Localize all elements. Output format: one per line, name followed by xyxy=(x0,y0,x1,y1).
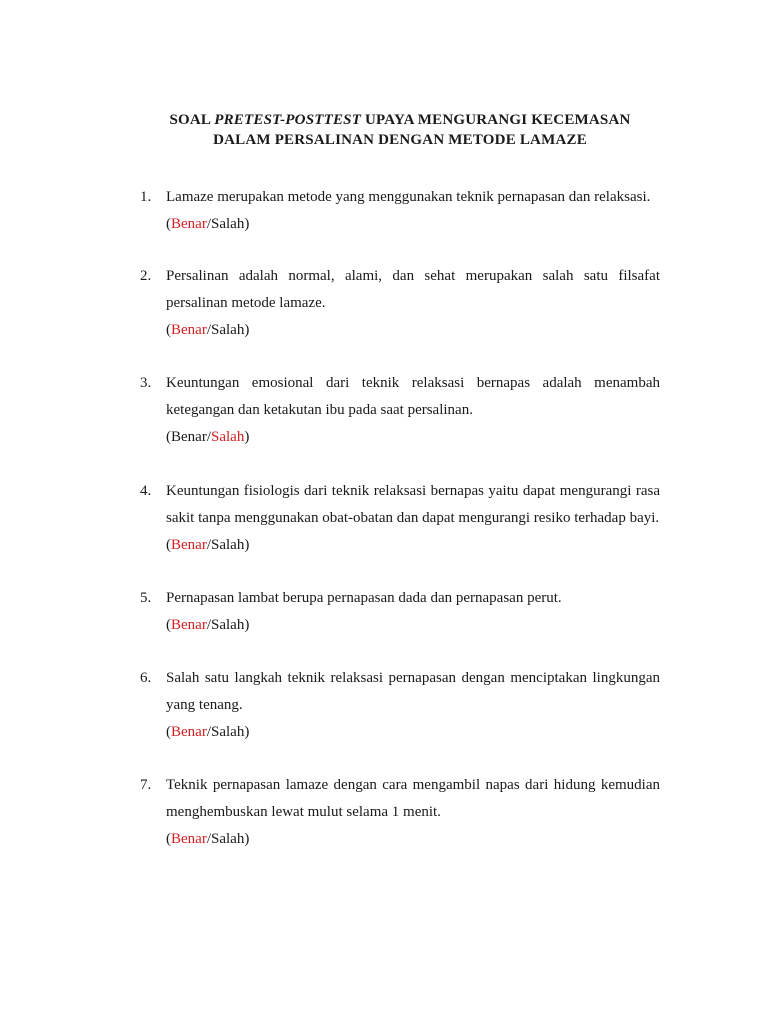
option-benar: Benar xyxy=(171,429,207,445)
question-3 xyxy=(140,370,660,451)
option-benar: Benar xyxy=(171,831,207,847)
option-salah: Salah xyxy=(211,724,245,740)
title-italic: PRETEST-POSTTEST xyxy=(214,112,362,128)
title-line-2: DALAM PERSALINAN DENGAN METODE LAMAZE xyxy=(213,132,587,148)
question-4 xyxy=(140,478,660,559)
option-benar: Benar xyxy=(171,322,207,338)
question-text: Teknik pernapasan lamaze dengan cara mengambil napas dari hidung kemudian menghembuskan lewat mulut selama 1 menit. xyxy=(166,777,660,820)
question-number: 3. xyxy=(140,375,152,391)
question-text: Persalinan adalah normal, alami, dan sehat merupakan salah satu filsafat persalinan metode lamaze. xyxy=(166,268,660,311)
option-salah: Salah xyxy=(211,831,245,847)
question-number: 5. xyxy=(140,590,152,606)
option-benar: Benar xyxy=(171,617,207,633)
option-salah: Salah xyxy=(211,216,245,232)
question-6 xyxy=(140,665,660,746)
question-number: 6. xyxy=(140,670,152,686)
question-number: 4. xyxy=(140,483,152,499)
question-text: Keuntungan fisiologis dari teknik relaksasi bernapas yaitu dapat mengurangi rasa sakit tanpa menggunakan obat-obatan dan dapat mengurangi resiko terhadap bayi. xyxy=(166,483,660,526)
question-7 xyxy=(140,772,660,853)
answer-options: (Benar/Salah) xyxy=(166,831,250,847)
option-salah: Salah xyxy=(211,429,245,445)
question-number: 2. xyxy=(140,268,152,284)
question-5 xyxy=(140,585,660,639)
option-benar: Benar xyxy=(171,537,207,553)
question-2 xyxy=(140,263,660,344)
question-text: Keuntungan emosional dari teknik relaksasi bernapas adalah menambah ketegangan dan ketakutan ibu pada saat persalinan. xyxy=(166,375,660,418)
question-number: 7. xyxy=(140,777,152,793)
option-benar: Benar xyxy=(171,216,207,232)
answer-options: (Benar/Salah) xyxy=(166,724,250,740)
answer-options: (Benar/Salah) xyxy=(166,429,250,445)
option-salah: Salah xyxy=(211,322,245,338)
answer-options: (Benar/Salah) xyxy=(166,537,250,553)
question-text: Pernapasan lambat berupa pernapasan dada dan pernapasan perut. xyxy=(166,590,562,606)
answer-options: (Benar/Salah) xyxy=(166,322,250,338)
option-benar: Benar xyxy=(171,724,207,740)
option-salah: Salah xyxy=(211,537,245,553)
option-salah: Salah xyxy=(211,617,245,633)
question-number: 1. xyxy=(140,189,152,205)
answer-options: (Benar/Salah) xyxy=(166,617,250,633)
question-text: Lamaze merupakan metode yang menggunakan teknik pernapasan dan relaksasi. xyxy=(166,189,651,205)
answer-options: (Benar/Salah) xyxy=(166,216,250,232)
document-title xyxy=(100,110,700,150)
title-line-1: SOAL PRETEST-POSTTEST UPAYA MENGURANGI KECEMASAN xyxy=(169,112,631,128)
question-text: Salah satu langkah teknik relaksasi pernapasan dengan menciptakan lingkungan yang tenang. xyxy=(166,670,660,713)
question-1 xyxy=(140,184,660,238)
